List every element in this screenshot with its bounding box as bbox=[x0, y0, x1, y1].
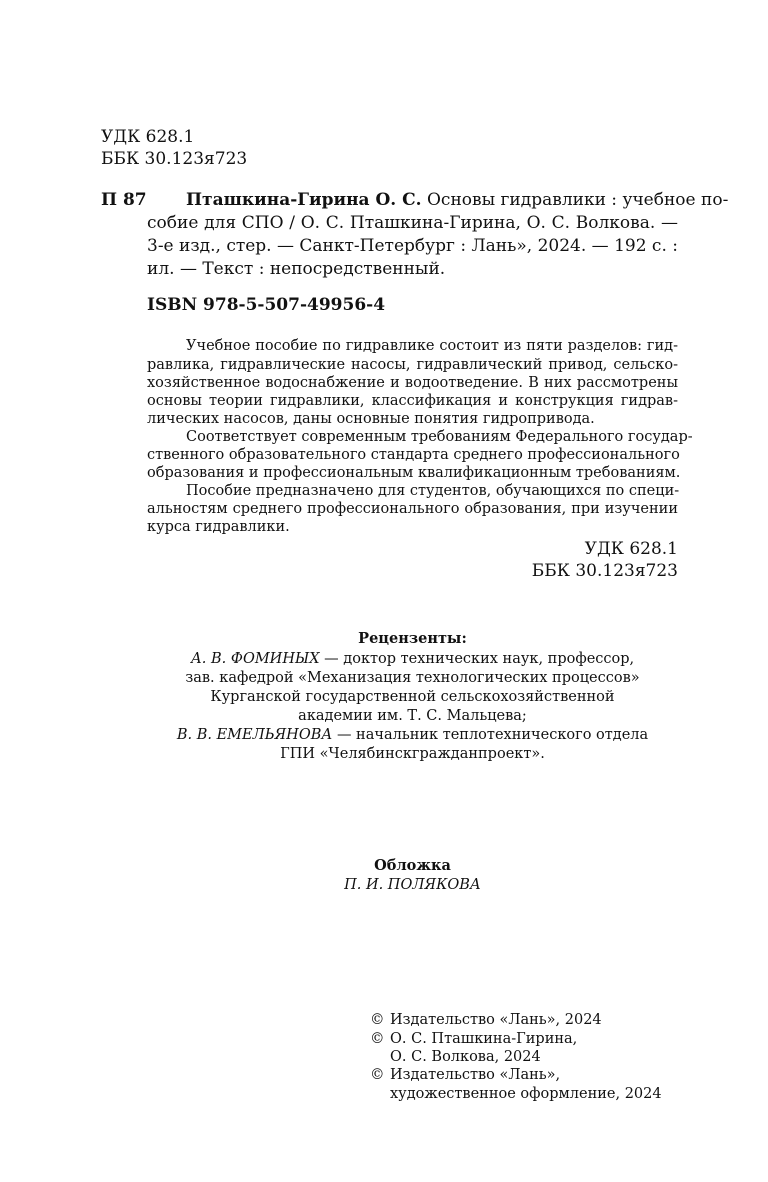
annotation-line: Соответствует современным требованиям Федерального государ- bbox=[186, 429, 693, 445]
reviewer-1-name: А. В. ФОМИНЫХ bbox=[190, 651, 320, 667]
annotation-line: Пособие предназначено для студентов, обучающихся по специ- bbox=[186, 483, 680, 499]
reviewer-2-line-2: ГПИ «Челябинскгражданпроект». bbox=[280, 746, 545, 762]
annotation-line: курса гидравлики. bbox=[147, 519, 290, 535]
reviewer-2-name: В. В. ЕМЕЛЬЯНОВА bbox=[176, 727, 333, 743]
reviewers-heading: Рецензенты: bbox=[358, 630, 467, 647]
copyright-line: О. С. Волкова, 2024 bbox=[390, 1049, 541, 1065]
isbn: ISBN 978-5-507-49956-4 bbox=[147, 295, 386, 315]
udk-code-bottom: УДК 628.1 bbox=[584, 539, 678, 559]
bib-description-line-3: 3-е изд., стер. — Санкт-Петербург : Лань», 2024. — 192 с. : bbox=[147, 236, 678, 256]
annotation-line: образования и профессиональным квалификационным требованиям. bbox=[147, 465, 681, 481]
copyright-mark: © bbox=[370, 1031, 385, 1047]
copyright-line: Издательство «Лань», 2024 bbox=[390, 1012, 602, 1028]
copyright-line: О. С. Пташкина-Гирина, bbox=[390, 1031, 578, 1047]
bib-description-line-4: ил. — Текст : непосредственный. bbox=[147, 259, 446, 279]
bib-author: Пташкина-Гирина О. С. bbox=[186, 190, 422, 210]
annotation-line: равлика, гидравлические насосы, гидравлический привод, сельско- bbox=[147, 357, 678, 373]
reviewer-1-title: — доктор технических наук, профессор, bbox=[324, 651, 635, 667]
udk-code-top: УДК 628.1 bbox=[101, 127, 195, 147]
bbk-code-bottom: ББК 30.123я723 bbox=[531, 561, 678, 581]
reviewer-2-line-1 bbox=[147, 728, 678, 743]
annotation-line: хозяйственное водоснабжение и водоотведение. В них рассмотрены bbox=[147, 375, 678, 391]
cover-heading: Обложка bbox=[374, 857, 451, 874]
reviewer-1-line-4: академии им. Т. С. Мальцева; bbox=[298, 708, 527, 724]
annotation-line: альностям среднего профессионального образования, при изучении bbox=[147, 501, 678, 517]
author-mark: П 87 bbox=[101, 190, 147, 210]
copyright-mark: © bbox=[370, 1012, 385, 1028]
annotation-line: ственного образовательного стандарта среднего профессионального bbox=[147, 447, 680, 463]
annotation-line: Учебное пособие по гидравлике состоит из пяти разделов: гид- bbox=[186, 338, 678, 354]
annotation-line: основы теории гидравлики, классификация и конструкция гидрав- bbox=[147, 393, 678, 409]
bib-title: Основы гидравлики : учебное по- bbox=[427, 190, 729, 210]
reviewer-1-line-3: Курганской государственной сельскохозяйственной bbox=[210, 689, 615, 705]
cover-artist: П. И. ПОЛЯКОВА bbox=[344, 877, 481, 893]
bib-description-line-1 bbox=[186, 190, 729, 210]
reviewer-1-line-1 bbox=[147, 652, 678, 667]
annotation-line: лических насосов, даны основные понятия гидропривода. bbox=[147, 411, 595, 427]
bib-description-line-2: собие для СПО / О. С. Пташкина-Гирина, О. С. Волкова. — bbox=[147, 213, 678, 233]
copyright-line: Издательство «Лань», bbox=[390, 1067, 561, 1083]
copyright-mark: © bbox=[370, 1067, 385, 1083]
copyright-line: художественное оформление, 2024 bbox=[390, 1086, 662, 1102]
bbk-code-top: ББК 30.123я723 bbox=[101, 149, 248, 169]
reviewer-2-title: — начальник теплотехнического отдела bbox=[336, 727, 649, 743]
reviewer-1-line-2: зав. кафедрой «Механизация технологических процессов» bbox=[185, 670, 640, 686]
